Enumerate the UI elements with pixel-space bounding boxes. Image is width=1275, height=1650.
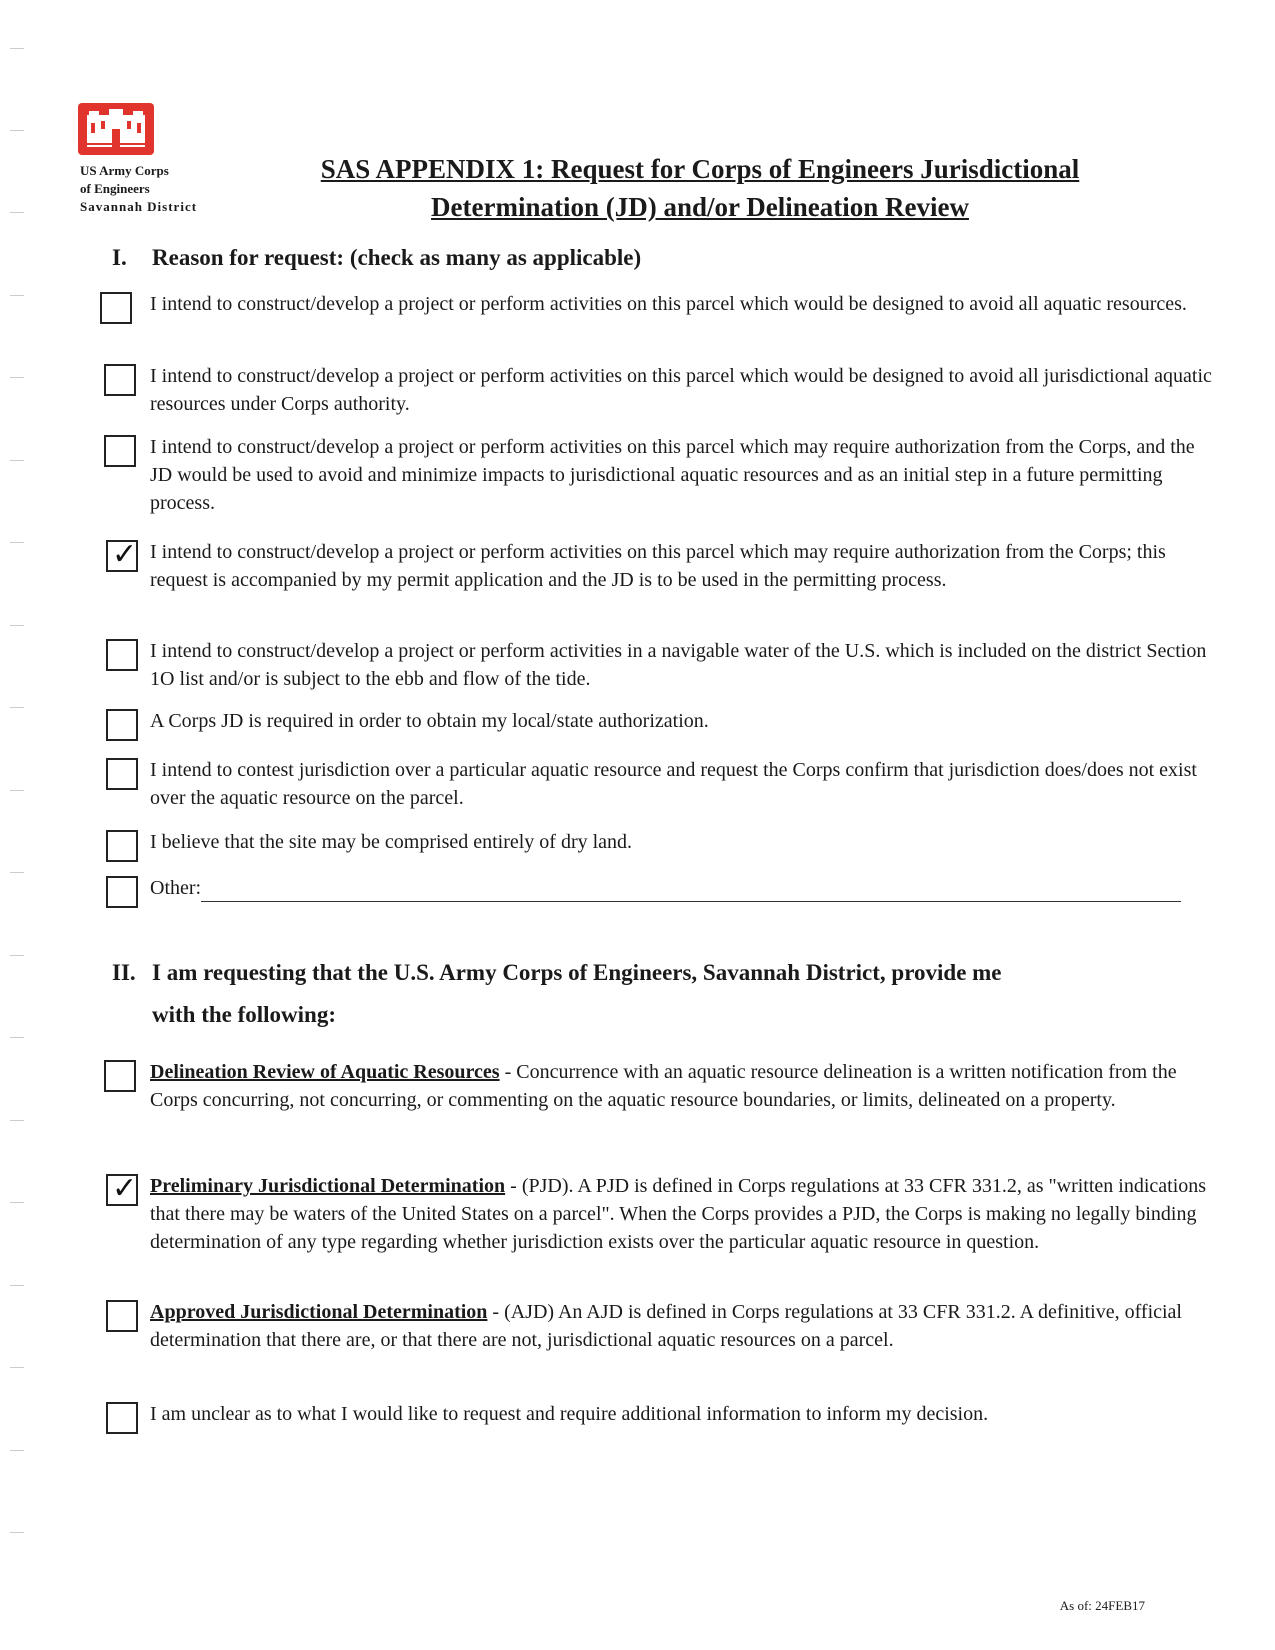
checkmark-icon: ✓: [112, 1171, 138, 1206]
reason-item-text: [150, 756, 1220, 812]
castle-icon: [85, 109, 147, 149]
request-item-body: - (PJD). A PJD is defined in Corps regulations at 33 CFR 331.2, as "written indications that there may be waters of the United States on a parcel". When the Corps provides a PJD, the Corps is making no legally binding determination of any type regarding whether jurisdiction exists over the particular aquatic resource in question.: [150, 1175, 1207, 1253]
reason-item-body: I intend to construct/develop a project or perform activities on this parcel which would be designed to avoid all aquatic resources.: [150, 293, 1187, 315]
reason-checkbox-5[interactable]: [106, 639, 138, 671]
reason-checkbox-3[interactable]: [104, 435, 136, 467]
request-item-title: Preliminary Jurisdictional Determination: [150, 1175, 506, 1197]
checkmark-icon: ✓: [112, 537, 138, 572]
request-item-text: [150, 1400, 1220, 1428]
as-of-date: As of: 24FEB17: [1059, 1598, 1145, 1613]
reason-item-body: I intend to construct/develop a project or perform activities on this parcel which would be designed to avoid all jurisdictional aquatic resources under Corps authority.: [150, 365, 1212, 415]
reason-item-text: [150, 433, 1220, 517]
reason-item-text: [150, 828, 1220, 856]
request-checkbox-1[interactable]: [104, 1060, 136, 1092]
reason-item-body: I intend to contest jurisdiction over a particular aquatic resource and request the Corps confirm that jurisdiction does/does not exist over the aquatic resource on the parcel.: [150, 759, 1197, 809]
reason-checkbox-8[interactable]: [106, 830, 138, 862]
reason-item-text: [150, 362, 1220, 418]
request-item-title: Approved Jurisdictional Determination: [150, 1301, 488, 1323]
request-item-text: [150, 1298, 1220, 1354]
reason-item-body: A Corps JD is required in order to obtain my local/state authorization.: [150, 710, 709, 732]
request-checkbox-2[interactable]: [106, 1171, 138, 1206]
reason-checkbox-2[interactable]: [104, 364, 136, 396]
request-item-title: Delineation Review of Aquatic Resources: [150, 1061, 500, 1083]
request-checkbox-4[interactable]: [106, 1402, 138, 1434]
reason-checkbox-9[interactable]: [106, 876, 138, 908]
request-checkbox-3[interactable]: [106, 1300, 138, 1332]
reason-item-body: I intend to construct/develop a project or perform activities on this parcel which may require authorization from the Corps; this request is accompanied by my permit application and the JD is to be used in the permitting process.: [150, 541, 1166, 591]
section-2-heading: II. I am requesting that the U.S. Army Corps of Engineers, Savannah District, provide me with the following:: [112, 960, 1002, 1027]
request-item-text: [150, 1058, 1220, 1114]
reason-item-text: [150, 874, 1220, 902]
reason-item-text: [150, 707, 1220, 735]
request-item-body: - (AJD) An AJD is defined in Corps regulations at 33 CFR 331.2. A definitive, official determination that there are, or that there are not, jurisdictional aquatic resources on a parcel.: [150, 1301, 1182, 1351]
reason-item-text: [150, 290, 1220, 318]
reason-item-body: I intend to construct/develop a project or perform activities in a navigable water of the U.S. which is included on the district Section 1O list and/or is subject to the ebb and flow of the tide.: [150, 640, 1207, 690]
section-1-heading: I. Reason for request: (check as many as applicable): [112, 245, 642, 270]
request-item-body: I am unclear as to what I would like to request and require additional information to inform my decision.: [150, 1403, 989, 1425]
usace-castle-logo: [78, 103, 154, 155]
agency-name: US Army Corps of Engineers Savannah District: [80, 163, 198, 214]
page-title: SAS APPENDIX 1: Request for Corps of Engineers Jurisdictional Determination (JD) and/or Delineation Review: [320, 154, 1080, 222]
request-item-body: - Concurrence with an aquatic resource delineation is a written notification from the Corps concurring, not concurring, or commenting on the aquatic resource boundaries, or limits, delineated on a property.: [150, 1061, 1177, 1111]
request-item-text: [150, 1172, 1220, 1256]
reason-item-text: [150, 637, 1220, 693]
reason-item-body: I believe that the site may be comprised entirely of dry land.: [150, 831, 633, 853]
reason-checkbox-4[interactable]: [106, 537, 138, 572]
reason-item-body: I intend to construct/develop a project or perform activities on this parcel which may require authorization from the Corps, and the JD would be used to avoid and minimize impacts to jurisdictional aquatic resources and as an initial step in a future permitting process.: [150, 436, 1195, 514]
other-input-line[interactable]: [201, 881, 1181, 902]
reason-checkbox-7[interactable]: [106, 758, 138, 790]
reason-item-body: Other:: [150, 877, 202, 899]
reason-item-text: [150, 538, 1220, 594]
reason-checkbox-6[interactable]: [106, 709, 138, 741]
reason-checkbox-1[interactable]: [100, 292, 132, 324]
